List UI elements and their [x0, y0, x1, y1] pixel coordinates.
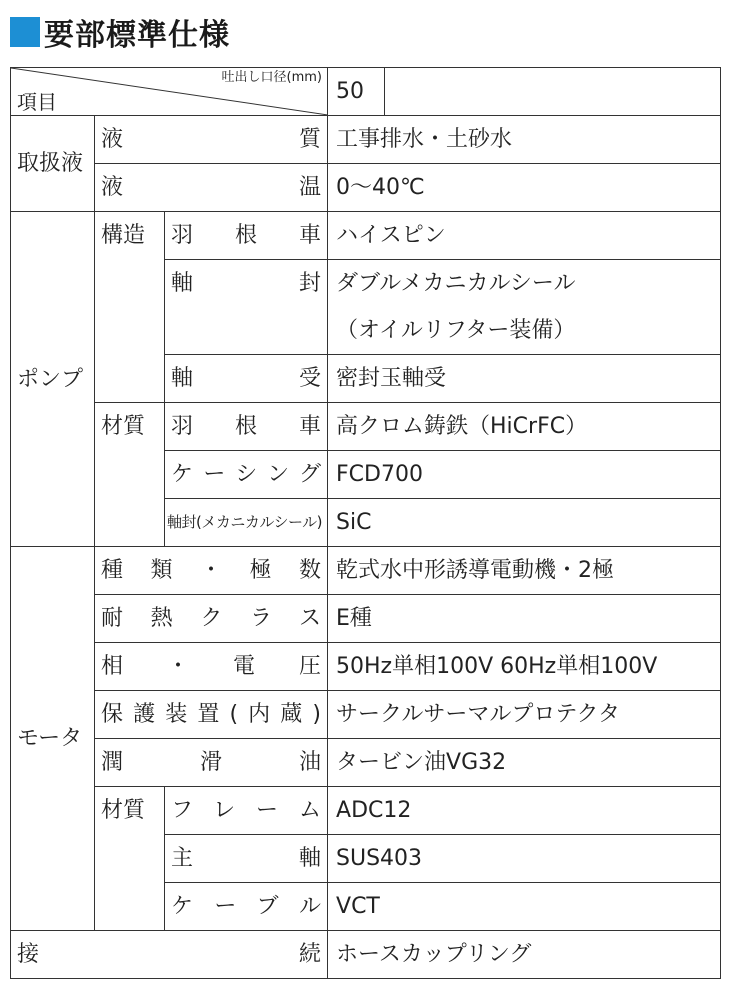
- protection-label: 保護装置(内蔵): [95, 691, 328, 739]
- item-label: 項目: [17, 90, 57, 114]
- lubricant-value: タービン油VG32: [328, 739, 721, 787]
- heat-class-value: E種: [328, 595, 721, 643]
- page-title: [10, 10, 230, 54]
- motor-group-label: モータ: [11, 547, 95, 931]
- main-shaft-label: 主 軸: [165, 835, 328, 883]
- material-impeller-label: 羽 根 車: [165, 403, 328, 451]
- seal-value-line2: （オイルリフター装備）: [328, 307, 721, 355]
- pump-structure-label: 構造: [95, 212, 165, 403]
- motor-kind-label: 種類・極数: [95, 547, 328, 595]
- title-square-icon: [10, 17, 40, 47]
- impeller-value: ハイスピン: [328, 212, 721, 260]
- diameter-value: 50: [328, 68, 385, 116]
- liquid-group-label: 取扱液: [11, 116, 95, 212]
- material-impeller-value: 高クロム鋳鉄（HiCrFC）: [328, 403, 721, 451]
- seal-label: 軸 封: [165, 260, 328, 355]
- liquid-type-value: 工事排水・土砂水: [328, 116, 721, 164]
- frame-label: フレーム: [165, 787, 328, 835]
- liquid-type-label: 液 質: [95, 116, 328, 164]
- bearing-label: 軸 受: [165, 355, 328, 403]
- connection-label: 接 続: [11, 931, 328, 979]
- main-shaft-value: SUS403: [328, 835, 721, 883]
- frame-value: ADC12: [328, 787, 721, 835]
- motor-material-label: 材質: [95, 787, 165, 931]
- mechanical-seal-label: 軸封(メカニカルシール): [165, 499, 328, 547]
- lubricant-label: 潤 滑 油: [95, 739, 328, 787]
- pump-group-label: ポンプ: [11, 212, 95, 547]
- casing-label: ケーシング: [165, 451, 328, 499]
- pump-material-label: 材質: [95, 403, 165, 547]
- liquid-temp-label: 液 温: [95, 164, 328, 212]
- protection-value: サークルサーマルプロテクタ: [328, 691, 721, 739]
- impeller-label: 羽 根 車: [165, 212, 328, 260]
- liquid-temp-value: 0～40℃: [328, 164, 721, 212]
- heat-class-label: 耐熱クラス: [95, 595, 328, 643]
- empty-cell: [385, 68, 721, 116]
- mechanical-seal-value: SiC: [328, 499, 721, 547]
- cable-label: ケーブル: [165, 883, 328, 931]
- casing-value: FCD700: [328, 451, 721, 499]
- bearing-value: 密封玉軸受: [328, 355, 721, 403]
- seal-value-line1: ダブルメカニカルシール: [328, 260, 721, 308]
- header-corner-cell: [11, 68, 328, 116]
- spec-table: [10, 67, 721, 979]
- phase-voltage-label: 相・電圧: [95, 643, 328, 691]
- title-text: 要部標準仕様: [44, 18, 230, 53]
- phase-voltage-value: 50Hz単相100V 60Hz単相100V: [328, 643, 721, 691]
- cable-value: VCT: [328, 883, 721, 931]
- diameter-label: 吐出し口径(mm): [221, 70, 323, 85]
- header-row: [11, 68, 721, 116]
- connection-value: ホースカップリング: [328, 931, 721, 979]
- motor-kind-value: 乾式水中形誘導電動機・2極: [328, 547, 721, 595]
